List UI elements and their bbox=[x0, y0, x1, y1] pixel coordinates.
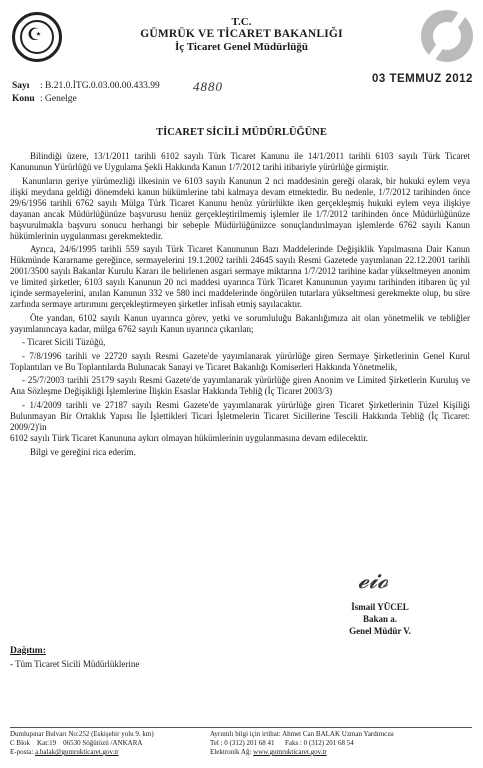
sayi-value: : B.21.0.İTG.0.03.00.00.433.99 bbox=[40, 81, 160, 91]
distribution-item: - Tüm Ticaret Sicili Müdürlüklerine bbox=[10, 659, 140, 669]
ministry-seal-logo: ☪ bbox=[12, 12, 62, 62]
signatory-role-2: Genel Müdür V. bbox=[349, 626, 411, 636]
footer-address bbox=[10, 730, 230, 757]
signatory-name: İsmail YÜCEL bbox=[351, 602, 409, 612]
sayi-label: Sayı bbox=[12, 81, 30, 91]
list-item-2: - 7/8/1996 tarihli ve 22720 sayılı Resmi Gazete'de yayımlanarak yürürlüğe giren Sermaye Şirketlerinin Genel Kurul Toplantıları ve Bu Toplantılarda Bulunacak Sanayi ve Ticaret Bakanlığı Komiserleri Hakkında Yönetmelik, bbox=[10, 350, 470, 372]
footer-email-label: E-posta: bbox=[10, 748, 34, 756]
list-item-4: - 1/4/2009 tarihli ve 27187 sayılı Resmi Gazete'de yayımlanarak yürürlüğe giren Ticaret Şirketlerinin Tüzel Kişiliği Bulunmayan Bir Ortaklık Yapısı İle İşlettikleri Ticari İşletmelerin Ticaret Sicillerine Tescili Hakkında Tebliğ (İç Ticaret: 2009/2)'in bbox=[10, 399, 470, 432]
paragraph-1: Bilindiği üzere, 13/1/2011 tarihli 6102 sayılı Türk Ticaret Kanunu ile 14/1/2011 tarihli 6103 sayılı Türk Ticaret Kanununun Yürürlüğü ve Uygulama Şekli Hakkında Kanun 1/7/2012 tarihi itibariyle yürürlüğe girmiştir. bbox=[10, 151, 470, 172]
document-title: TİCARET SİCİLİ MÜDÜRLÜĞÜNE bbox=[156, 127, 327, 138]
footer-email-link[interactable]: a.balak@gumrukticaret.gov.tr bbox=[35, 748, 119, 756]
footer-tel: Tel : 0 (312) 201 68 41 bbox=[210, 739, 275, 747]
konu-label: Konu bbox=[12, 94, 35, 104]
paragraph-2: Kanunların geriye yürümezliği ilkesinin ve 6103 sayılı Kanunun 2 nci maddesinin gereği olarak, bir hukuki eylem veya ilişki meydana geldiği dönemdeki kanun hükümlerine tabi kalmaya devam etmektedir. Bu nedenle, 1/7/2012 tarihinden önce 29/6/1956 tarihli 6762 sayılı Mülga Türk Ticaret Kanunu henüz yürürlükte iken gerçekleşmiş hukuki eylem veya ilişkiye dayanan ancak Müdürlüğünüze başvurusu henüz gerçekleştirilmemiş işlemler ile 1/7/2012 tarihinden önce Müdürlüğünüze başvurulmakla başvuru sonucu herhangi bir sebeple Müdürlüğünüzce sonuçlandırılmayan işlemlerde 6762 sayılı Kanun hükümlerinin uygulanması gerekmektedir. bbox=[10, 175, 470, 241]
handwritten-number: 4880 bbox=[193, 79, 223, 94]
footer-address-line-1: Dumlupınar Bulvarı No:252 (Eskişehir yolu 9. km) bbox=[10, 730, 154, 738]
list-item-3: - 25/7/2003 tarihli 25179 sayılı Resmi Gazete'de yayımlanarak yürürlüğe giren Anonim ve Limited Şirketlerin Kuruluş ve Ana Sözleşme Değişikliği İşlemlerine İlişkin Esaslar Hakkında Tebliğ (İç Ticaret 2003/3) bbox=[10, 375, 470, 396]
paragraph-4: Öte yandan, 6102 sayılı Kanun uyarınca görev, yetki ve sorumluluğu Bakanlığımıza ait olan yönetmelik ve tebliğler yayımlanıncaya kadar, mülga 6762 sayılı Kanun uyarınca çıkarılan; bbox=[10, 312, 470, 334]
header-directorate-name: İç Ticaret Genel Müdürlüğü bbox=[175, 41, 308, 53]
konu-line bbox=[12, 94, 77, 104]
footer-contact bbox=[210, 730, 475, 757]
document-body bbox=[10, 151, 470, 460]
handwritten-signature: 𝓮𝓲𝓸 bbox=[358, 568, 389, 594]
footer-divider bbox=[10, 727, 472, 728]
signatory-role-1: Bakan a. bbox=[362, 614, 397, 624]
list-conclusion: 6102 sayılı Türk Ticaret Kanununa aykırı olmayan hükümlerinin uygulanmasına devam edilecektir. bbox=[10, 432, 369, 443]
paragraph-3: Ayrıca, 24/6/1995 tarihli 559 sayılı Türk Ticaret Kanununun Bazı Maddelerinde Değişiklik Yapılmasına Dair Kanun Hükmünde Kararname gereğince, sermayelerini 19.1.2002 tarihli 24645 sayılı Resmi Gazetede yayımlanan 22.12.2001 tarihli 2001/3500 sayılı Bakanlar Kurulu Kararı ile belirlenen asgari sermaye miktarına 1/7/2012 tarihine kadar yükseltmeyen anonim ve limited şirketler, 6103 sayılı Kanunun 20 nci maddesi uyarınca Türk Ticaret Kanununun yayımı tarihinden itibaren üç yıl içinde sermayelerini, anılan Kanunun 332 ve 580 inci maddelerinde öngörülen tutarlara yükseltmesi gerekmekte olup, bu süre zarfında sermaye artırımını gerçekleştirmeyen şirketler infisah etmiş sayılacaktır. bbox=[10, 244, 470, 309]
date-stamp: 03 TEMMUZ 2012 bbox=[372, 73, 473, 85]
footer-web-label: Elektronik Ağ: bbox=[210, 748, 252, 756]
sayi-line bbox=[12, 81, 160, 91]
footer-web-link[interactable]: www.gumrukticaret.gov.tr bbox=[253, 748, 327, 756]
header-ministry-name: GÜMRÜK VE TİCARET BAKANLIĞI bbox=[140, 28, 343, 40]
closing-line: Bilgi ve gereğini rica ederim. bbox=[30, 446, 136, 457]
footer-address-line-2: C Blok Kat:19 06530 Söğütözü /ANKARA bbox=[10, 739, 143, 747]
footer-contact-person: Ayrıntılı bilgi için irtibat: Ahmet Can BALAK Uzman Yardımcısı bbox=[210, 730, 394, 738]
footer-fax: Faks : 0 (312) 201 68 54 bbox=[284, 739, 354, 747]
konu-value: : Genelge bbox=[40, 94, 77, 104]
distribution-heading: Dağıtım: bbox=[10, 646, 46, 656]
list-item-1: - Ticaret Sicili Tüzüğü, bbox=[22, 337, 106, 347]
header-line-tc: T.C. bbox=[231, 16, 252, 28]
